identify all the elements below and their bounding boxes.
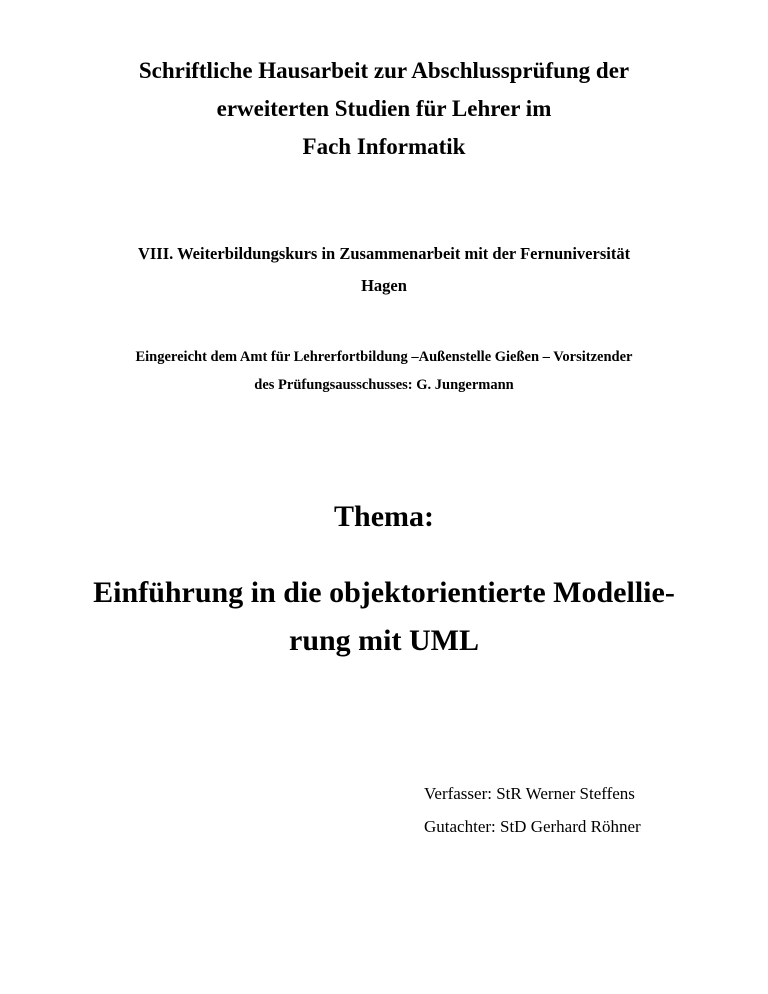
submission-info-line-1: Eingereicht dem Amt für Lehrerfortbildung –Außenstelle Gießen – Vorsitzender — [135, 349, 633, 365]
topic-title-line-2: rung mit UML — [289, 624, 479, 657]
submission-info — [0, 343, 768, 399]
topic-label: Thema: — [334, 500, 434, 533]
submission-info-line-2: des Prüfungsausschusses: G. Jungermann — [254, 377, 514, 393]
authors-block — [424, 777, 641, 843]
course-info-line-1: VIII. Weiterbildungskurs in Zusammenarbeit mit der Fernuniversität — [137, 244, 631, 263]
course-info-line-2: Hagen — [361, 276, 407, 295]
thesis-header-line-2: erweiterten Studien für Lehrer im — [216, 96, 552, 121]
thesis-header-line-3: Fach Informatik — [302, 134, 466, 159]
topic-title-line-1: Einführung in die objektorientierte Modellie- — [93, 576, 675, 609]
reviewer-line: Gutachter: StD Gerhard Röhner — [424, 817, 641, 836]
author-line: Verfasser: StR Werner Steffens — [424, 784, 635, 803]
thesis-header — [0, 52, 768, 166]
thesis-header-line-1: Schriftliche Hausarbeit zur Abschlussprüfung der — [138, 58, 630, 83]
topic-title — [0, 569, 768, 665]
course-info — [0, 238, 768, 302]
